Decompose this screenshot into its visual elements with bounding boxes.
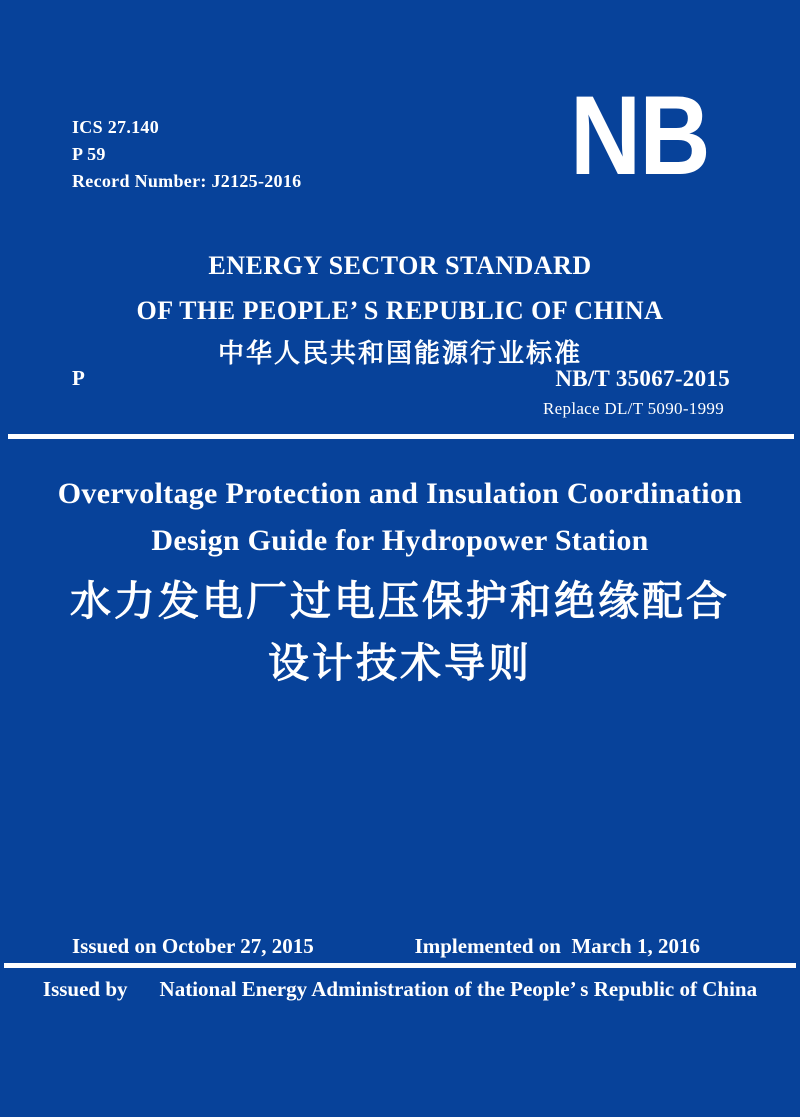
ics-code: ICS 27.140	[72, 117, 160, 137]
standard-heading-en-line2: OF THE PEOPLE’ S REPUBLIC OF CHINA	[136, 296, 664, 325]
standard-heading	[0, 243, 800, 374]
title-chinese-line2: 设计技术导则	[268, 640, 532, 686]
title-english	[0, 470, 800, 564]
title-english-line2: Design Guide for Hydropower Station	[151, 524, 649, 557]
ics-block	[72, 114, 301, 195]
nb-logo: NB	[570, 73, 709, 198]
issued-by-row	[0, 977, 800, 1002]
standard-heading-en-line1: ENERGY SECTOR STANDARD	[208, 251, 592, 280]
classification-prefix: P	[72, 366, 85, 390]
title-chinese	[0, 570, 800, 694]
classification-code: P 59	[72, 144, 106, 164]
divider-top	[8, 434, 794, 439]
standard-code: NB/T 35067-2015	[555, 366, 730, 391]
implemented-date: Implemented on March 1, 2016	[414, 934, 700, 958]
standard-heading-zh: 中华人民共和国能源行业标准	[217, 339, 582, 368]
divider-bottom	[4, 963, 796, 968]
record-number: Record Number: J2125-2016	[72, 171, 302, 191]
title-chinese-line1: 水力发电厂过电压保护和绝缘配合	[70, 578, 730, 624]
dates-row	[72, 934, 700, 959]
issued-by-value: National Energy Administration of the People’ s Republic of China	[159, 977, 758, 1001]
replaces-note: Replace DL/T 5090-1999	[543, 399, 724, 418]
issued-date: Issued on October 27, 2015	[72, 934, 314, 958]
designation-row	[72, 366, 730, 392]
title-english-line1: Overvoltage Protection and Insulation Coordination	[57, 477, 743, 510]
issued-by-label: Issued by	[42, 977, 128, 1001]
